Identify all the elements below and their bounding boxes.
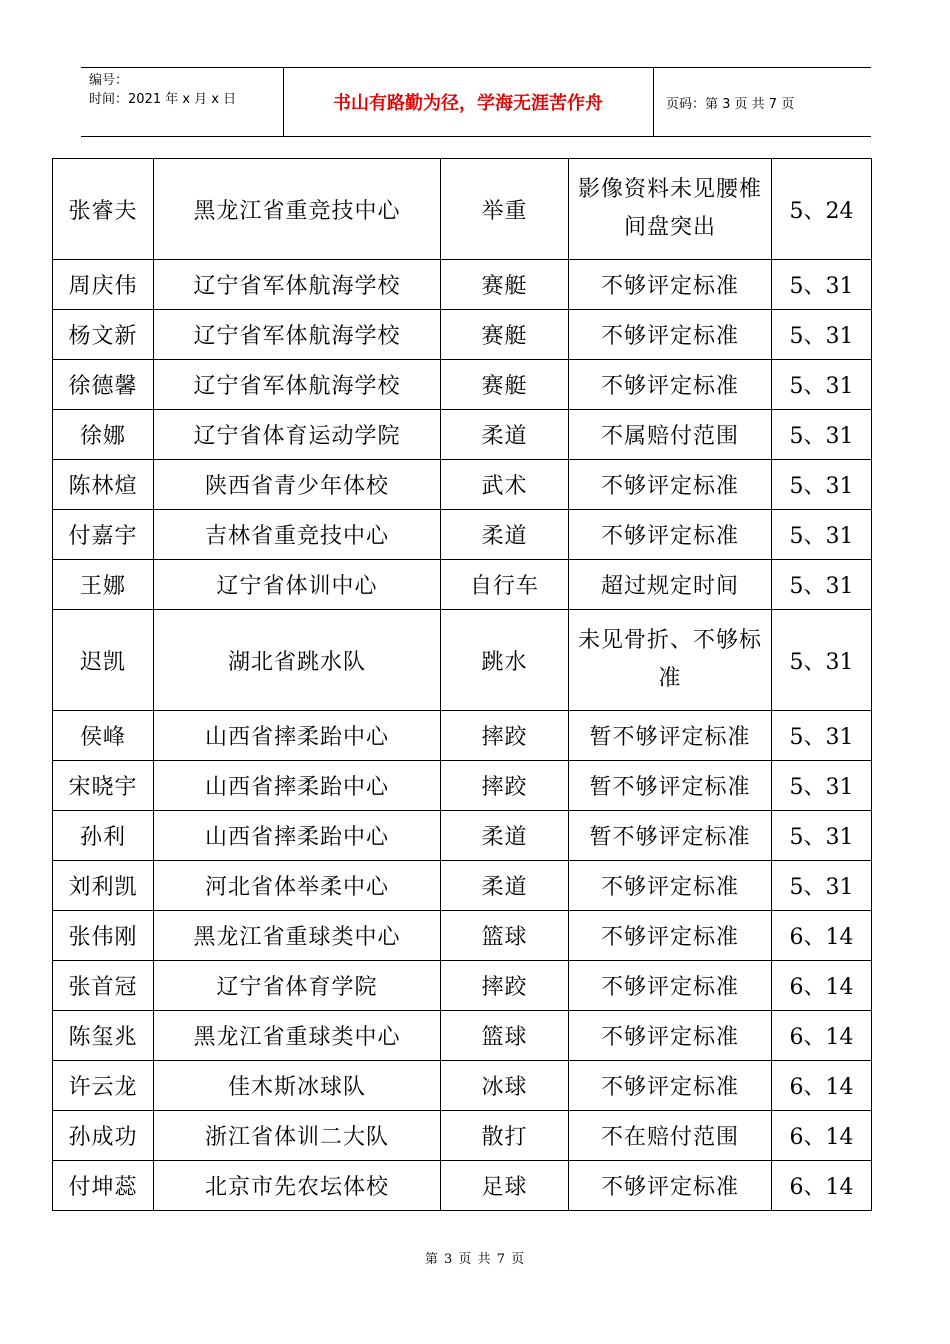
cell-sport: 足球 — [441, 1161, 569, 1211]
cell-org: 辽宁省军体航海学校 — [154, 260, 441, 310]
cell-name: 付坤蕊 — [53, 1161, 154, 1211]
cell-date: 5、31 — [772, 310, 872, 360]
cell-name: 迟凯 — [53, 610, 154, 711]
cell-sport: 柔道 — [441, 410, 569, 460]
cell-org: 黑龙江省重竞技中心 — [154, 159, 441, 260]
cell-note: 超过规定时间 — [569, 560, 772, 610]
cell-sport: 柔道 — [441, 861, 569, 911]
table-row — [53, 260, 872, 310]
cell-org: 辽宁省体育运动学院 — [154, 410, 441, 460]
cell-org: 辽宁省体训中心 — [154, 560, 441, 610]
cell-date: 5、31 — [772, 510, 872, 560]
document-time: 时间：2021 年 x 月 x 日 — [89, 92, 237, 107]
cell-date: 6、14 — [772, 1011, 872, 1061]
cell-note: 不够评定标准 — [569, 1061, 772, 1111]
cell-name: 孙利 — [53, 811, 154, 861]
claims-table-body — [53, 159, 872, 1211]
table-row — [53, 861, 872, 911]
cell-note: 未见骨折、不够标准 — [569, 610, 772, 711]
table-row — [53, 510, 872, 560]
cell-sport: 摔跤 — [441, 961, 569, 1011]
cell-org: 山西省摔柔跆中心 — [154, 811, 441, 861]
cell-name: 宋晓宇 — [53, 761, 154, 811]
cell-org: 山西省摔柔跆中心 — [154, 761, 441, 811]
table-row — [53, 410, 872, 460]
cell-sport: 篮球 — [441, 1011, 569, 1061]
table-row — [53, 360, 872, 410]
cell-org: 浙江省体训二大队 — [154, 1111, 441, 1161]
table-row — [53, 711, 872, 761]
table-row — [53, 1111, 872, 1161]
table-row — [53, 159, 872, 260]
cell-note: 不够评定标准 — [569, 360, 772, 410]
cell-name: 刘利凯 — [53, 861, 154, 911]
cell-sport: 摔跤 — [441, 761, 569, 811]
cell-name: 陈林煊 — [53, 460, 154, 510]
cell-name: 陈玺兆 — [53, 1011, 154, 1061]
cell-date: 5、31 — [772, 811, 872, 861]
cell-sport: 赛艇 — [441, 260, 569, 310]
cell-sport: 跳水 — [441, 610, 569, 711]
cell-note: 不够评定标准 — [569, 460, 772, 510]
cell-note: 暂不够评定标准 — [569, 761, 772, 811]
cell-org: 辽宁省军体航海学校 — [154, 310, 441, 360]
cell-sport: 柔道 — [441, 811, 569, 861]
cell-org: 陕西省青少年体校 — [154, 460, 441, 510]
cell-name: 许云龙 — [53, 1061, 154, 1111]
cell-note: 不够评定标准 — [569, 260, 772, 310]
cell-note: 不够评定标准 — [569, 961, 772, 1011]
cell-sport: 散打 — [441, 1111, 569, 1161]
cell-date: 5、31 — [772, 861, 872, 911]
cell-name: 孙成功 — [53, 1111, 154, 1161]
header-motto: 书山有路勤为径，学海无涯苦作舟 — [333, 93, 603, 114]
cell-note: 暂不够评定标准 — [569, 811, 772, 861]
table-row — [53, 310, 872, 360]
cell-note: 不在赔付范围 — [569, 1111, 772, 1161]
table-row — [53, 961, 872, 1011]
table-row — [53, 460, 872, 510]
cell-org: 佳木斯冰球队 — [154, 1061, 441, 1111]
header-divider-right — [653, 67, 654, 137]
table-row — [53, 761, 872, 811]
cell-date: 5、31 — [772, 610, 872, 711]
page-footer: 第 3 页 共 7 页 — [424, 1252, 526, 1267]
cell-note: 不够评定标准 — [569, 861, 772, 911]
cell-name: 侯峰 — [53, 711, 154, 761]
cell-name: 周庆伟 — [53, 260, 154, 310]
cell-note: 不属赔付范围 — [569, 410, 772, 460]
cell-note: 不够评定标准 — [569, 911, 772, 961]
cell-sport: 举重 — [441, 159, 569, 260]
cell-org: 黑龙江省重球类中心 — [154, 911, 441, 961]
cell-date: 6、14 — [772, 1061, 872, 1111]
header-meta — [89, 71, 236, 109]
cell-date: 5、24 — [772, 159, 872, 260]
header-page-number: 页码：第 3 页 共 7 页 — [666, 96, 795, 112]
cell-name: 张伟刚 — [53, 911, 154, 961]
cell-note: 不够评定标准 — [569, 310, 772, 360]
cell-org: 吉林省重竞技中心 — [154, 510, 441, 560]
cell-date: 6、14 — [772, 1111, 872, 1161]
cell-date: 6、14 — [772, 961, 872, 1011]
cell-date: 5、31 — [772, 360, 872, 410]
cell-org: 山西省摔柔跆中心 — [154, 711, 441, 761]
document-number: 编号： — [89, 73, 129, 88]
cell-note: 不够评定标准 — [569, 1161, 772, 1211]
cell-org: 辽宁省军体航海学校 — [154, 360, 441, 410]
cell-date: 6、14 — [772, 1161, 872, 1211]
cell-date: 5、31 — [772, 761, 872, 811]
cell-date: 5、31 — [772, 560, 872, 610]
cell-note: 暂不够评定标准 — [569, 711, 772, 761]
cell-sport: 摔跤 — [441, 711, 569, 761]
cell-org: 河北省体举柔中心 — [154, 861, 441, 911]
cell-sport: 柔道 — [441, 510, 569, 560]
table-row — [53, 610, 872, 711]
cell-name: 张睿夫 — [53, 159, 154, 260]
claims-table — [52, 158, 872, 1211]
table-row — [53, 1161, 872, 1211]
cell-note: 不够评定标准 — [569, 510, 772, 560]
cell-date: 6、14 — [772, 911, 872, 961]
table-row — [53, 911, 872, 961]
cell-sport: 赛艇 — [441, 360, 569, 410]
cell-name: 徐娜 — [53, 410, 154, 460]
cell-date: 5、31 — [772, 460, 872, 510]
cell-name: 王娜 — [53, 560, 154, 610]
cell-date: 5、31 — [772, 711, 872, 761]
cell-name: 杨文新 — [53, 310, 154, 360]
cell-sport: 自行车 — [441, 560, 569, 610]
table-row — [53, 560, 872, 610]
table-row — [53, 811, 872, 861]
cell-org: 湖北省跳水队 — [154, 610, 441, 711]
cell-name: 徐德馨 — [53, 360, 154, 410]
cell-name: 张首冠 — [53, 961, 154, 1011]
cell-org: 北京市先农坛体校 — [154, 1161, 441, 1211]
cell-date: 5、31 — [772, 410, 872, 460]
cell-sport: 赛艇 — [441, 310, 569, 360]
cell-sport: 冰球 — [441, 1061, 569, 1111]
cell-note: 不够评定标准 — [569, 1011, 772, 1061]
document-header — [81, 67, 871, 137]
table-row — [53, 1011, 872, 1061]
cell-sport: 武术 — [441, 460, 569, 510]
cell-name: 付嘉宇 — [53, 510, 154, 560]
table-row — [53, 1061, 872, 1111]
cell-org: 辽宁省体育学院 — [154, 961, 441, 1011]
cell-note: 影像资料未见腰椎间盘突出 — [569, 159, 772, 260]
cell-sport: 篮球 — [441, 911, 569, 961]
cell-org: 黑龙江省重球类中心 — [154, 1011, 441, 1061]
cell-date: 5、31 — [772, 260, 872, 310]
